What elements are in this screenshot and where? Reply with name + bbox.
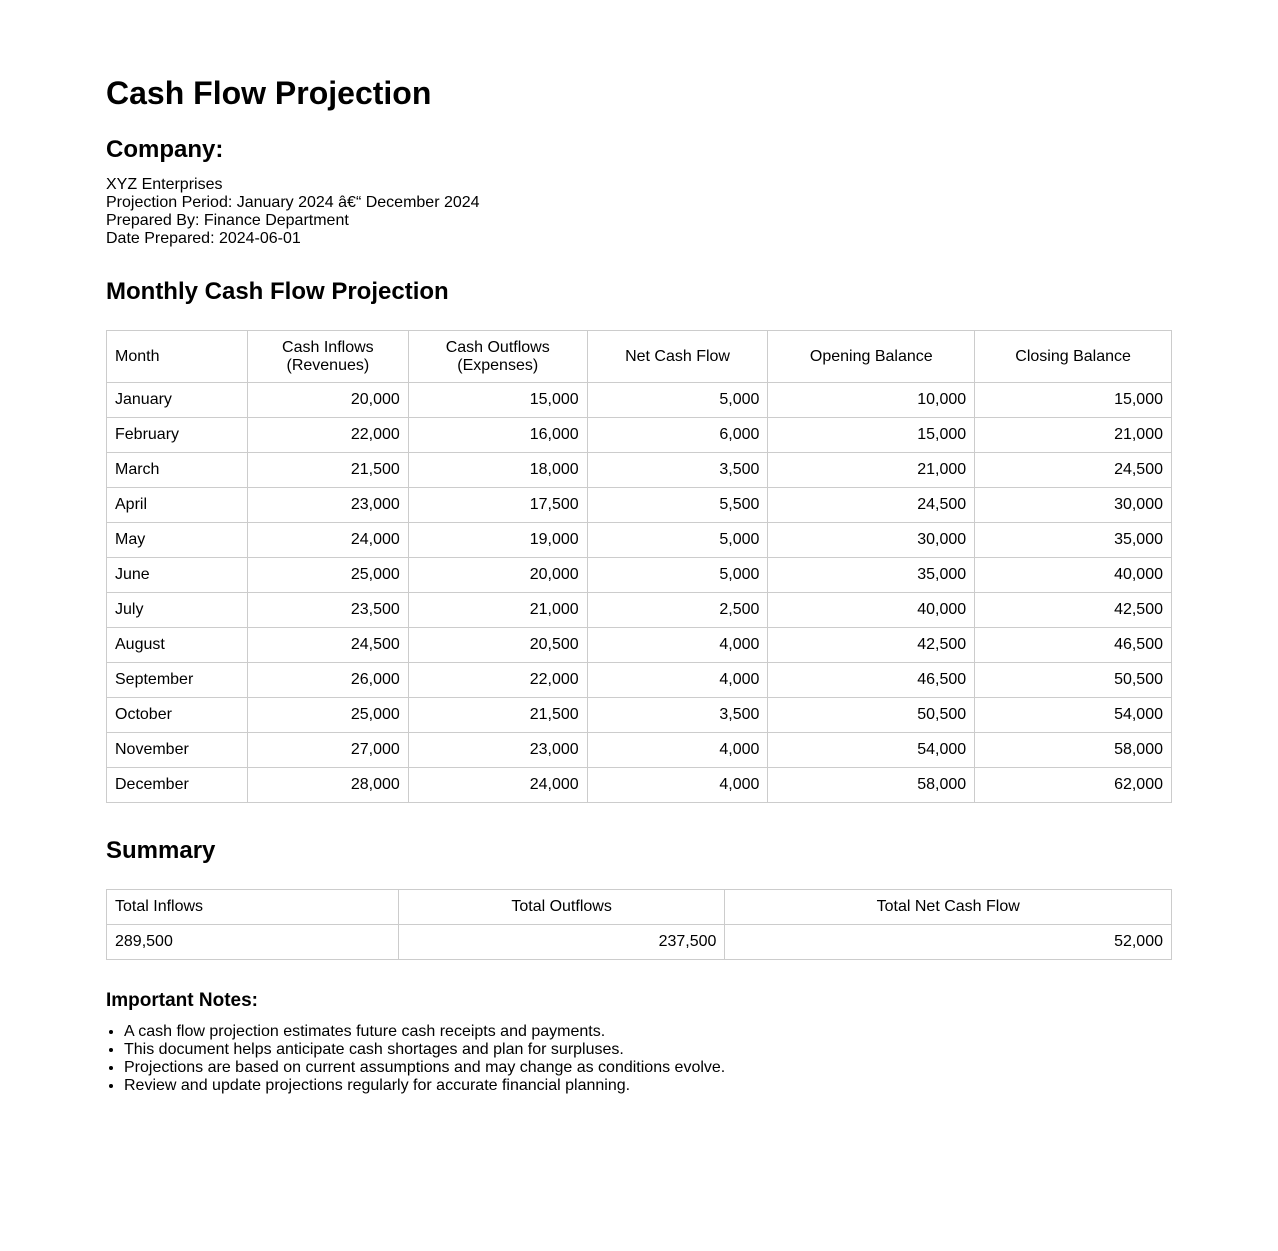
summary-total-outflows: 237,500	[398, 925, 725, 960]
table-row	[107, 628, 1172, 663]
note-item: • Review and update projections regularly for accurate financial planning.	[124, 1077, 1172, 1095]
summary-table	[106, 889, 1172, 960]
summary-total-inflows: 289,500	[107, 925, 399, 960]
cell-net-cash-flow: 6,000	[587, 418, 768, 453]
cell-closing-balance: 58,000	[975, 733, 1172, 768]
cell-opening-balance: 42,500	[768, 628, 975, 663]
cell-month: December	[107, 768, 248, 803]
cell-cash-outflows: 15,000	[408, 383, 587, 418]
table-header-row	[107, 331, 1172, 383]
cell-net-cash-flow: 4,000	[587, 663, 768, 698]
cell-month: March	[107, 453, 248, 488]
summary-total-net-cash-flow: 52,000	[725, 925, 1172, 960]
cell-month: November	[107, 733, 248, 768]
cell-closing-balance: 62,000	[975, 768, 1172, 803]
column-header-line: Opening Balance	[809, 347, 933, 365]
cell-month: February	[107, 418, 248, 453]
company-name: XYZ Enterprises	[106, 176, 223, 193]
notes-heading: Important Notes:	[106, 990, 258, 1011]
column-header-line: Month	[115, 347, 160, 365]
cell-net-cash-flow: 4,000	[587, 628, 768, 663]
column-header-line: Net Cash Flow	[625, 347, 730, 365]
summary-header-row	[107, 890, 1172, 925]
cell-net-cash-flow: 2,500	[587, 593, 768, 628]
cell-opening-balance: 15,000	[768, 418, 975, 453]
cell-cash-inflows: 23,000	[247, 488, 408, 523]
cell-opening-balance: 21,000	[768, 453, 975, 488]
cell-closing-balance: 15,000	[975, 383, 1172, 418]
column-header-line: (Revenues)	[286, 356, 370, 374]
cell-cash-inflows: 25,000	[247, 558, 408, 593]
table-row	[107, 733, 1172, 768]
cell-opening-balance: 58,000	[768, 768, 975, 803]
cell-cash-outflows: 19,000	[408, 523, 587, 558]
table-row	[107, 663, 1172, 698]
cell-month: January	[107, 383, 248, 418]
notes-list	[106, 1023, 1172, 1095]
summary-header-total-outflows: Total Outflows	[398, 890, 725, 925]
cell-opening-balance: 46,500	[768, 663, 975, 698]
cell-cash-outflows: 18,000	[408, 453, 587, 488]
cell-cash-outflows: 20,500	[408, 628, 587, 663]
column-header-cash-inflows	[247, 331, 408, 383]
monthly-heading: Monthly Cash Flow Projection	[106, 278, 449, 305]
cell-opening-balance: 40,000	[768, 593, 975, 628]
cell-cash-inflows: 22,000	[247, 418, 408, 453]
cell-month: May	[107, 523, 248, 558]
cell-net-cash-flow: 3,500	[587, 698, 768, 733]
note-item: • This document helps anticipate cash shortages and plan for surpluses.	[124, 1041, 1172, 1059]
cell-cash-outflows: 16,000	[408, 418, 587, 453]
projection-period: Projection Period: January 2024 â€“ December 2024	[106, 194, 480, 211]
column-header-opening-balance	[768, 331, 975, 383]
summary-header-total-net-cash-flow: Total Net Cash Flow	[725, 890, 1172, 925]
note-item: • Projections are based on current assumptions and may change as conditions evolve.	[124, 1059, 1172, 1077]
cell-cash-inflows: 24,000	[247, 523, 408, 558]
cell-cash-outflows: 21,500	[408, 698, 587, 733]
note-item: • A cash flow projection estimates future cash receipts and payments.	[124, 1023, 1172, 1041]
cell-cash-inflows: 20,000	[247, 383, 408, 418]
cell-closing-balance: 40,000	[975, 558, 1172, 593]
prepared-by: Prepared By: Finance Department	[106, 212, 349, 229]
cell-opening-balance: 30,000	[768, 523, 975, 558]
table-row	[107, 593, 1172, 628]
column-header-net-cash-flow	[587, 331, 768, 383]
company-heading: Company:	[106, 136, 224, 163]
cell-closing-balance: 21,000	[975, 418, 1172, 453]
cell-net-cash-flow: 4,000	[587, 733, 768, 768]
cell-closing-balance: 35,000	[975, 523, 1172, 558]
column-header-month	[107, 331, 248, 383]
cell-opening-balance: 50,500	[768, 698, 975, 733]
table-row	[107, 523, 1172, 558]
cell-closing-balance: 42,500	[975, 593, 1172, 628]
cell-net-cash-flow: 5,000	[587, 523, 768, 558]
summary-heading: Summary	[106, 837, 216, 864]
cell-cash-inflows: 23,500	[247, 593, 408, 628]
cell-cash-inflows: 27,000	[247, 733, 408, 768]
cell-month: June	[107, 558, 248, 593]
cell-month: August	[107, 628, 248, 663]
cell-cash-inflows: 24,500	[247, 628, 408, 663]
cell-closing-balance: 24,500	[975, 453, 1172, 488]
cell-cash-outflows: 21,000	[408, 593, 587, 628]
column-header-line: Cash Outflows	[445, 338, 550, 356]
table-row	[107, 698, 1172, 733]
cell-cash-outflows: 23,000	[408, 733, 587, 768]
cell-closing-balance: 30,000	[975, 488, 1172, 523]
cell-month: October	[107, 698, 248, 733]
table-row	[107, 558, 1172, 593]
cell-closing-balance: 54,000	[975, 698, 1172, 733]
summary-header-total-inflows: Total Inflows	[107, 890, 399, 925]
cell-month: July	[107, 593, 248, 628]
cell-opening-balance: 35,000	[768, 558, 975, 593]
date-prepared: Date Prepared: 2024-06-01	[106, 230, 301, 247]
cell-cash-outflows: 17,500	[408, 488, 587, 523]
column-header-line: Closing Balance	[1015, 347, 1131, 365]
table-row	[107, 418, 1172, 453]
cell-net-cash-flow: 5,000	[587, 383, 768, 418]
summary-values-row	[107, 925, 1172, 960]
cell-net-cash-flow: 5,500	[587, 488, 768, 523]
table-row	[107, 453, 1172, 488]
table-row	[107, 488, 1172, 523]
cell-month: September	[107, 663, 248, 698]
cell-cash-inflows: 25,000	[247, 698, 408, 733]
document-meta	[106, 176, 1172, 248]
cell-cash-inflows: 28,000	[247, 768, 408, 803]
table-row	[107, 768, 1172, 803]
column-header-closing-balance	[975, 331, 1172, 383]
cell-net-cash-flow: 3,500	[587, 453, 768, 488]
column-header-cash-outflows	[408, 331, 587, 383]
page-title: Cash Flow Projection	[106, 75, 432, 111]
table-body	[107, 383, 1172, 803]
cell-net-cash-flow: 4,000	[587, 768, 768, 803]
monthly-cash-flow-table	[106, 330, 1172, 803]
cell-cash-outflows: 20,000	[408, 558, 587, 593]
cell-cash-outflows: 22,000	[408, 663, 587, 698]
cell-closing-balance: 50,500	[975, 663, 1172, 698]
cell-cash-inflows: 21,500	[247, 453, 408, 488]
cell-opening-balance: 24,500	[768, 488, 975, 523]
cell-closing-balance: 46,500	[975, 628, 1172, 663]
cell-cash-inflows: 26,000	[247, 663, 408, 698]
cell-cash-outflows: 24,000	[408, 768, 587, 803]
column-header-line: (Expenses)	[457, 356, 539, 374]
cell-month: April	[107, 488, 248, 523]
cell-opening-balance: 54,000	[768, 733, 975, 768]
table-row	[107, 383, 1172, 418]
cell-net-cash-flow: 5,000	[587, 558, 768, 593]
column-header-line: Cash Inflows	[282, 338, 374, 356]
cell-opening-balance: 10,000	[768, 383, 975, 418]
